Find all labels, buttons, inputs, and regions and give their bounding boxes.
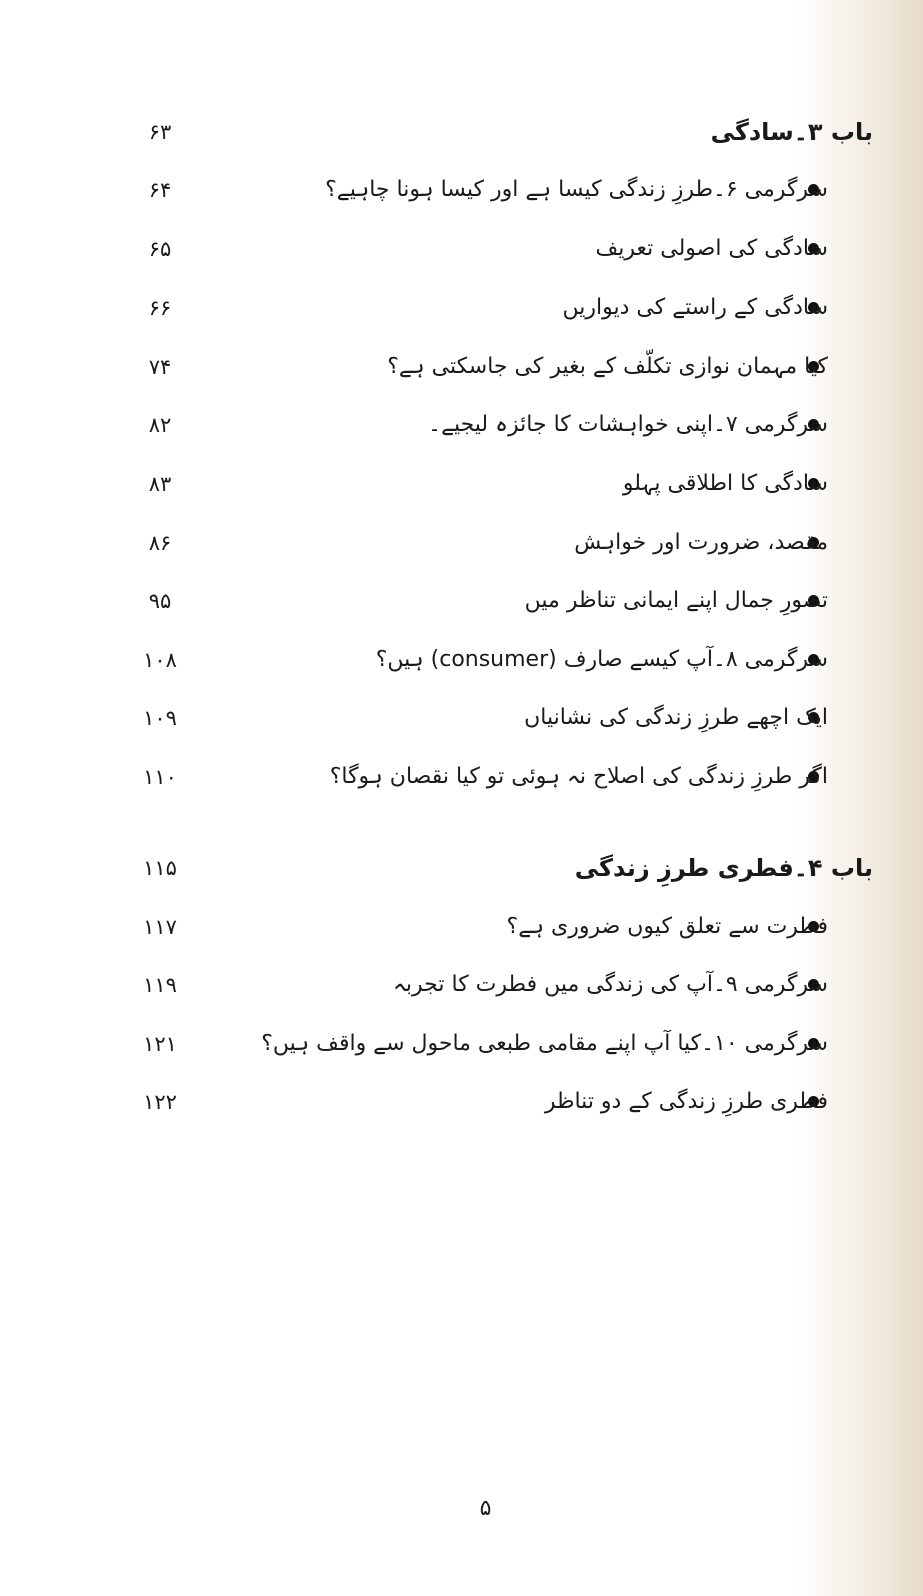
toc-entry [0,347,923,387]
toc-entry [0,757,923,797]
toc-entry-page: ۸۲ [148,413,172,437]
toc-entry-page: ۱۲۲ [143,1090,177,1114]
footer-page-number [0,1496,923,1521]
toc-entry [0,523,923,563]
toc-entry-page: ۱۱۷ [143,915,177,939]
toc-entry-page: ۱۱۰ [143,765,177,789]
chapter-4-heading-row [0,848,923,888]
toc-entry-page: ۱۰۸ [143,648,177,672]
toc-entry [0,907,923,947]
toc-entry-page: ۱۲۱ [143,1032,177,1056]
toc-entry [0,965,923,1005]
toc-entry [0,229,923,269]
toc-entry-page: ۸۳ [148,472,172,496]
toc-entry-title: اگر طرزِ زندگی کی اصلاح نہ ہوئی تو کیا نقصان ہوگا؟ [329,764,828,789]
toc-entry-title: تصورِ جمال اپنے ایمانی تناظر میں [524,588,828,613]
toc-entry-page: ۹۵ [148,589,172,613]
chapter-4-title: باب ۴۔فطری طرزِ زندگی [574,854,873,882]
toc-entry-page: ۱۱۹ [143,973,177,997]
toc-entry-page: ۸۶ [148,531,172,555]
toc-entry [0,1082,923,1122]
toc-entry-title: سادگی کا اطلاقی پہلو [622,471,828,496]
toc-entry-title: سرگرمی ۹۔آپ کی زندگی میں فطرت کا تجربہ [393,972,828,997]
chapter-3-heading-row [0,112,923,152]
toc-entry-page: ۷۴ [148,355,172,379]
toc-entry-title: ایک اچھے طرزِ زندگی کی نشانیاں [524,705,828,730]
toc-entry-title: سرگرمی ۸۔آپ کیسے صارف (consumer) ہیں؟ [375,647,828,672]
toc-entry-title: سرگرمی ۷۔اپنی خواہشات کا جائزہ لیجیے۔ [428,412,828,437]
toc-entry [0,1024,923,1064]
toc-entry [0,405,923,445]
toc-entry-title: کیا مہمان نوازی تکلّف کے بغیر کی جاسکتی ہے؟ [387,354,828,379]
toc-entry-page: ۶۵ [148,237,172,261]
toc-entry-title: سرگرمی ۱۰۔کیا آپ اپنے مقامی طبعی ماحول سے واقف ہیں؟ [261,1031,828,1056]
toc-entry [0,464,923,504]
toc-entry [0,640,923,680]
chapter-3-page: ۶۳ [148,120,172,144]
chapter-3-title: باب ۳۔سادگی [710,118,873,146]
toc-entry-title: فطرت سے تعلق کیوں ضروری ہے؟ [506,914,828,939]
toc-entry-page: ۱۰۹ [143,706,177,730]
toc-entry [0,170,923,210]
toc-entry-title: سادگی کی اصولی تعریف [595,236,828,261]
toc-entry-title: فطری طرزِ زندگی کے دو تناظر [544,1089,828,1114]
toc-entry-title: سادگی کے راستے کی دیواریں [562,295,828,320]
toc-entry [0,581,923,621]
toc-entry [0,288,923,328]
toc-entry-title: مقصد، ضرورت اور خواہش [574,530,828,555]
toc-entry-page: ۶۶ [148,296,172,320]
chapter-4-page: ۱۱۵ [143,856,177,880]
toc-entry-page: ۶۴ [148,178,172,202]
toc-entry-title: سرگرمی ۶۔طرزِ زندگی کیسا ہے اور کیسا ہونا چاہیے؟ [325,177,828,202]
page-number-label: ۵ [479,1496,492,1521]
toc-entry [0,698,923,738]
